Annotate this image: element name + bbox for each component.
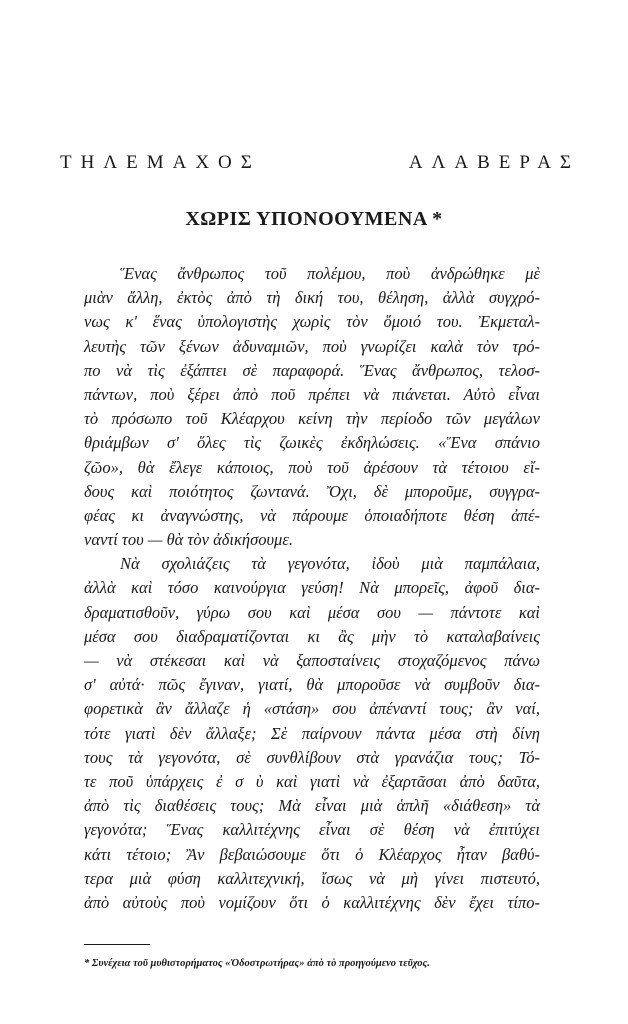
text-line: — νὰ στέκεσαι καὶ νὰ ξαποσταίνεις στοχαζόμενος πάνω (84, 651, 540, 670)
text-line: Νὰ σχολιάζεις τὰ γεγονότα, ἰδοὺ μιὰ παμπάλαια, (120, 554, 540, 574)
text-line: φορετικὰ ἂν ἄλλαζε ἡ «στάση» σου ἀπέναντί τους; ἂν ναί, (84, 699, 540, 719)
text-line: τὸ πρόσωπο τοῦ Κλέαρχου κείνη τὴν περίοδο τῶν μεγάλων (84, 409, 540, 429)
text-line: μέσα σου διαδραματίζονται κι ἂς μὴν τὸ καταλαβαίνεις (84, 626, 540, 646)
text-line: ἀλλὰ καὶ τόσο καινούργια γεύση! Νὰ μπορεῖς, ἀφοῦ δια- (84, 578, 540, 598)
text-line: δους καὶ ποιότητος ζωντανά. Ὄχι, δὲ μποροῦμε, συγγρα- (84, 481, 540, 501)
author-header (60, 152, 580, 174)
text-line: τους τὰ γεγονότα, σὲ συνθλίβουν στὰ γρανάζια τους; Τό- (84, 747, 540, 767)
text-line: τε ποῦ ὑπάρχεις ἐ σ ὺ καὶ γιατὶ νὰ ἐξαρτᾶσαι ἀπὸ δαῦτα, (84, 771, 540, 791)
text-line: θριάμβων σ' ὅλες τὶς ζωικὲς ἐκδηλώσεις. «Ἕνα σπάνιο (84, 433, 540, 453)
text-line: λευτὴς τῶν ξένων ἀδυναμιῶν, ποὺ γνωρίζει καλὰ τὸν τρό- (84, 336, 540, 356)
text-line: κάτι τέτοιο; Ἂν βεβαιώσουμε ὅτι ὁ Κλέαρχος ἦταν βαθύ- (84, 844, 540, 864)
text-line: Ἕνας ἄνθρωπος τοῦ πολέμου, ποὺ ἀνδρώθηκε μὲ (120, 264, 540, 283)
chapter-title: ΧΩΡΙΣ ΥΠΟΝΟΟΥΜΕΝΑ * (185, 208, 443, 230)
text-line: γεγονότα; Ἕνας καλλιτέχνης εἶναι σὲ θέση νὰ ἐπιτύχει (84, 820, 540, 840)
footnote: * Συνέχεια τοῦ μυθιστορήματος «Ὀδοστρωτήρας» ἀπὸ τὸ προηγούμενο τεῦχος. (84, 958, 430, 969)
text-line: ἀπὸ αὐτοὺς ποὺ νομίζουν ὅτι ὁ καλλιτέχνης δὲν ἔχει τίπο- (84, 892, 540, 912)
text-line: δραματισθοῦν, γύρω σου καὶ μέσα σου — πάντοτε καὶ (84, 602, 540, 622)
text-line: πάντων, ποὺ ξέρει ἀπὸ ποῦ πρέπει νὰ πιάνεται. Αὐτὸ εἶναι (84, 384, 540, 404)
body-text (84, 262, 540, 915)
text-line: ἀπὸ τὶς διαθέσεις τους; Μὰ εἶναι μιὰ ἁπλῆ «διάθεση» τὰ (84, 796, 540, 816)
author-last-name: ΑΛΑΒΕΡΑΣ (408, 152, 580, 173)
text-line: νως κ' ἕνας ὑπολογιστὴς χωρὶς τὸν ὅμοιό του. Ἐκμεταλ- (84, 312, 540, 332)
text-line: φέας κι ἀναγνώστης, νὰ πάρουμε ὁποιαδήποτε θέση ἀπέ- (84, 505, 540, 525)
text-line: τερα μιὰ φύση καλλιτεχνική, ἴσως νὰ μὴ γίνει πιστευτό, (84, 868, 540, 888)
text-line: μιὰν ἄλλη, ἐκτὸς ἀπὸ τὴ δική του, θέληση, ἀλλὰ συγχρό- (84, 288, 540, 308)
text-line: ναντί του — θὰ τὸν ἀδικήσουμε. (84, 530, 293, 550)
text-line: πο νὰ τὶς ἐξάπτει σὲ παραφορά. Ἕνας ἄνθρωπος, τελοσ- (84, 360, 540, 380)
text-line: τότε γιατὶ δὲν ἄλλαξε; Σὲ παίρνουν πάντα μέσα στὴ δίνη (84, 723, 540, 743)
footnote-divider (84, 944, 150, 945)
author-first-name: ΤΗΛΕΜΑΧΟΣ (60, 152, 261, 173)
text-line: ζῶο», θὰ ἔλεγε κάποιος, ποὺ τοῦ ἀρέσουν τὰ τέτοιου εἴ- (84, 457, 540, 477)
text-line: σ' αὐτά· πῶς ἔγιναν, γιατί, θὰ μποροῦσε νὰ συμβοῦν δια- (84, 675, 540, 695)
